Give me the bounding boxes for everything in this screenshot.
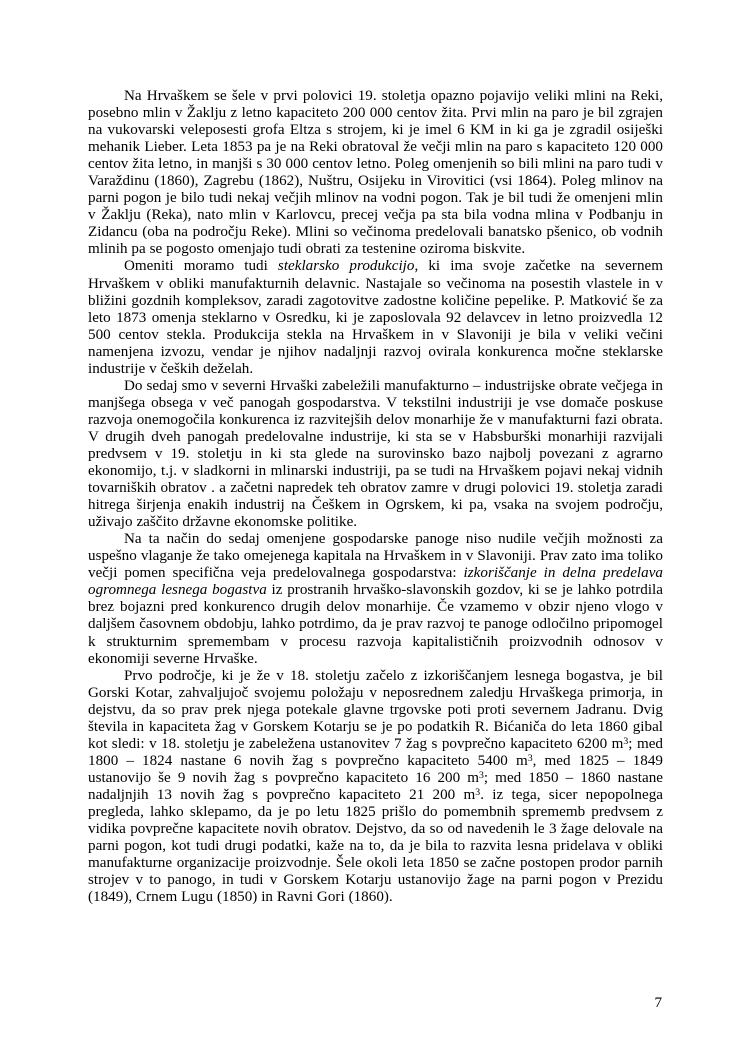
emphasized-text: izkoriščanje in delna predelava ogromnega lesnega bogastva	[88, 565, 663, 599]
emphasized-text: steklarsko produkcijo	[277, 258, 415, 275]
body-text-column	[88, 88, 663, 906]
paragraph	[88, 668, 663, 907]
body-text: iz prostranih hrvaško-slavonskih gozdov, ki se je lahko potrdila brez bojazni pred konkurenco drugih delov monarhije. Če vzamemo v obzir njeno vlogo v daljšem časovnem obdobju, lahko potrdimo, da je prav razvoj te panoge odločilno pripomogel k strukturnim spremembam v procesu razvoja kapitalističnih proizvodnih odnosov v ekonomiji severne Hrvaške.	[88, 582, 663, 667]
body-text: Do sedaj smo v severni Hrvaški zabeležili manufakturno – industrijske obrate večjega in manjšega obsega v več panogah gospodarstva. V tekstilni industriji je vse domače poskuse razvoja onemogočila konkurenca iz razvitejših delov monarhije že v manufakturni fazi obrata. V drugih dveh panogah predelovalne industrije, ki sta se v Habsburški monarhiji razvijali predvsem v 19. stoletju in ki sta glede na surovinsko bazo najbolj povezani z agrarno ekonomijo, t.j. v sladkorni in mlinarski industriji, pa se tudi na Hrvaškem pojavi nekaj vidnih tovarniških obratov . a začetni napredek teh obratov zamre v drugi polovici 19. stoletja zaradi hitrega širjenja enakih industrij na Češkem in Ogrskem, ki pa, vsaka na svojem področju, uživajo zaščito državne ekonomske politike.	[88, 377, 663, 531]
superscript-text: 3	[623, 735, 629, 747]
superscript-text: 3	[475, 786, 481, 798]
paragraph	[88, 258, 663, 377]
superscript-text: 3	[478, 769, 484, 781]
body-text: ; med 1850 – 1860 nastane nadaljnjih 13 novih žag s povprečno kapaciteto 21 200 m	[88, 769, 663, 803]
body-text: . iz tega, sicer nepopolnega pregleda, lahko sklepamo, da je po letu 1825 prišlo do pomembnih sprememb predvsem z vidika povprečne kapacitete novih obratov. Dejstvo, da so od navedenih le 3 žage delovale na parni pogon, kot tudi drugi podatki, kaže na to, da je bila to razvita lesna pridelava v obliki manufakturne organizacije proizvodnje. Šele okoli leta 1850 se začne postopen prodor parnih strojev v to panogo, in tudi v Gorskem Kotarju ustanovijo žage na parni pogon v Prezidu (1849), Crnem Lugu (1850) in Ravni Gori (1860).	[88, 786, 663, 906]
body-text: , med 1825 – 1849 ustanovijo še 9 novih žag s povprečno kapaciteto 16 200 m	[88, 752, 663, 786]
paragraph	[88, 531, 663, 667]
body-text: Na ta način do sedaj omenjene gospodarske panoge niso nudile večjih možnosti za uspešno vlaganje že tako omejenega kapitala na Hrvaškem in v Slavoniji. Prav zato ima toliko večji pomen specifična veja predelovalnega gospodarstva:	[88, 531, 663, 582]
body-text: Prvo področje, ki je že v 18. stoletju začelo z izkoriščanjem lesnega bogastva, je bil Gorski Kotar, zahvaljujoč svojemu položaju v neposrednem zaledju Hrvaškega primorja, in dejstvu, da so prav prek njega potekale glavne trgovske poti proti severnem Jadranu. Dvig števila in kapaciteta žag v Gorskem Kotarju se je po podatkih R. Bićaniča do leta 1860 gibal kot sledi: v 18. stoletju je zabeležena ustanovitev 7 žag s povprečno kapaciteto 6200 m	[88, 667, 663, 752]
body-text: Na Hrvaškem se šele v prvi polovici 19. stoletja opazno pojavijo veliki mlini na Reki, posebno mlin v Žaklju z letno kapaciteto 200 000 centov žita. Prvi mlin na paro je bil zgrajen na vukovarski veleposesti grofa Eltza s strojem, ki je imel 6 KM in ki ga je zgradil osiješki mehanik Lieber. Leta 1853 pa je na Reki obratoval že večji mlin na paro s kapaciteto 120 000 centov žita letno, in manjši s 30 000 centov letno. Poleg omenjenih so bili mlini na paro tudi v Varaždinu (1860), Zagrebu (1862), Nuštru, Osijeku in Virovitici (vsi 1864). Poleg mlinov na parni pogon je bilo tudi nekaj večjih mlinov na vodni pogon. Tak je bil tudi že omenjeni mlin v Žaklju (Reka), nato mlin v Karlovcu, precej večja pa sta bila vodna mlina v Podbanju in Zidancu (oba na področju Reke). Mlini so večinoma predelovali banatsko pšenico, ob vodnih mlinih pa se pogosto omenjajo tudi obrati za testenine oziroma biskvite.	[88, 88, 663, 258]
body-text: ; med 1800 – 1824 nastane 6 novih žag s povprečno kapaciteto 5400 m	[88, 735, 663, 769]
page-number: 7	[654, 995, 662, 1011]
superscript-text: 3	[527, 752, 533, 764]
body-text: , ki ima svoje začetke na severnem Hrvaškem v obliki manufakturnih delavnic. Nastajale so večinoma na posestih vlastele in v bližini gozdnih kompleksov, zaradi zagotovitve zadostne količine pepelike. P. Matković še za leto 1873 omenja steklarno v Osredku, ki je zaposlovala 92 delavcev in letno proizvedla 12 500 centov stekla. Produkcija stekla na Hrvaškem in v Slavoniji je bila v veliki večini namenjena izvozu, vendar je njihov nadaljnji razvoj ovirala konkurenca močne steklarske industrije v čeških deželah.	[88, 258, 663, 377]
paragraph	[88, 88, 663, 258]
paragraph	[88, 378, 663, 531]
body-text: Omeniti moramo tudi	[124, 258, 278, 275]
